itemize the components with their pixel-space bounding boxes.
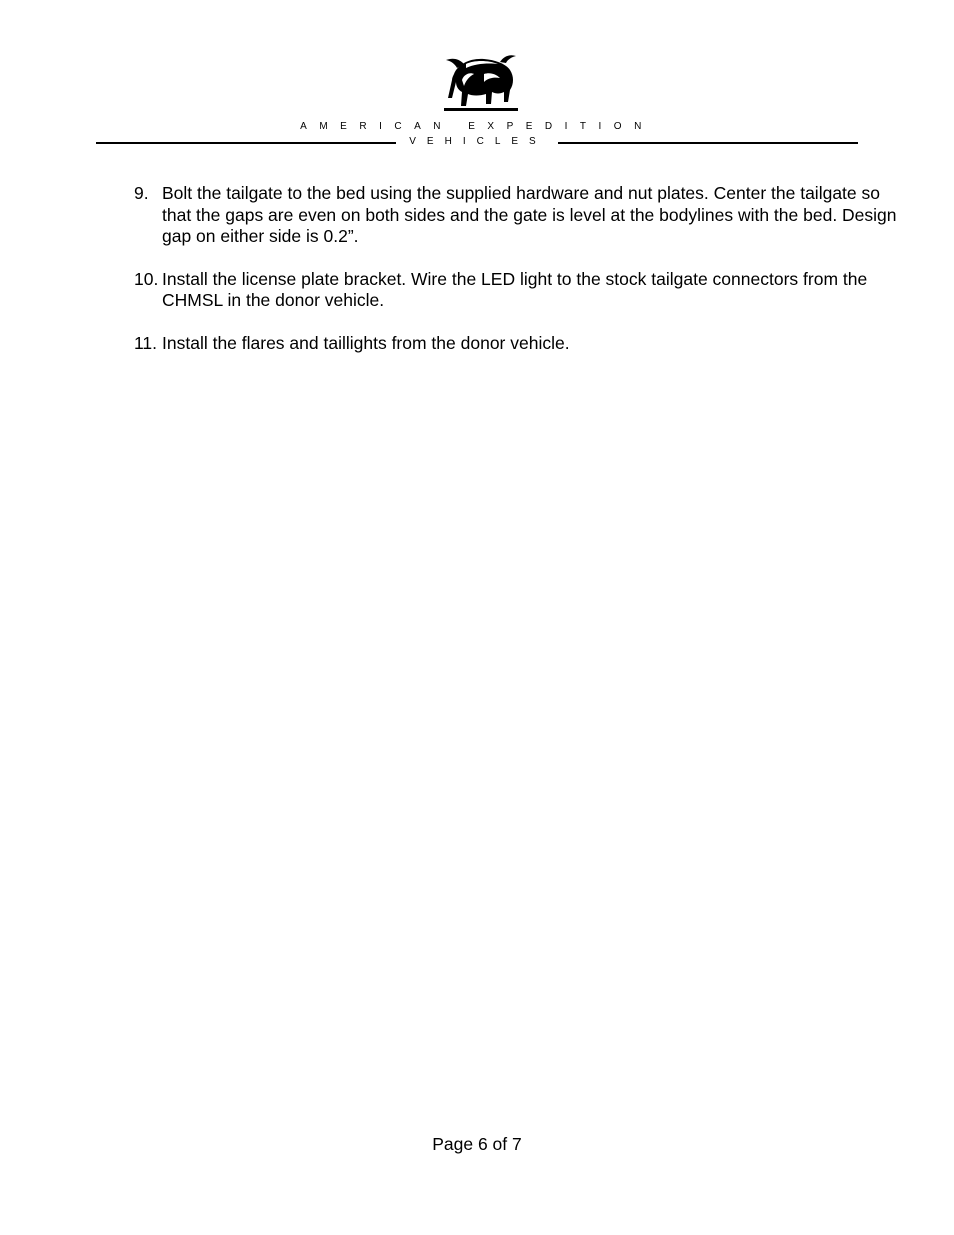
brand-name-line2: VEHICLES (409, 136, 547, 147)
page-number: Page 6 of 7 (432, 1134, 522, 1154)
bull-icon (444, 52, 518, 112)
step-text: Bolt the tailgate to the bed using the supplied hardware and nut plates. Center the tailgate so that the gaps are even on both sides and the gate is level at the bodylines with the bed. Design gap on either side is 0.2”. (162, 183, 897, 246)
instruction-step (134, 269, 914, 312)
instruction-list (134, 183, 914, 375)
brand-name-line1: AMERICAN EXPEDITION (300, 121, 654, 132)
step-text: Install the license plate bracket. Wire the LED light to the stock tailgate connectors from the CHMSL in the donor vehicle. (162, 268, 868, 310)
bull-logo-icon (444, 52, 518, 112)
header-rule-left (96, 142, 396, 144)
step-number: 9. (134, 183, 149, 203)
instruction-step (134, 333, 914, 355)
header-rule-right (558, 142, 858, 144)
step-number: 11. (134, 332, 158, 353)
step-number: 10. (134, 268, 159, 289)
brand-row (96, 135, 858, 149)
instruction-step (134, 183, 914, 248)
step-text: Install the flares and taillights from the donor vehicle. (162, 332, 570, 353)
